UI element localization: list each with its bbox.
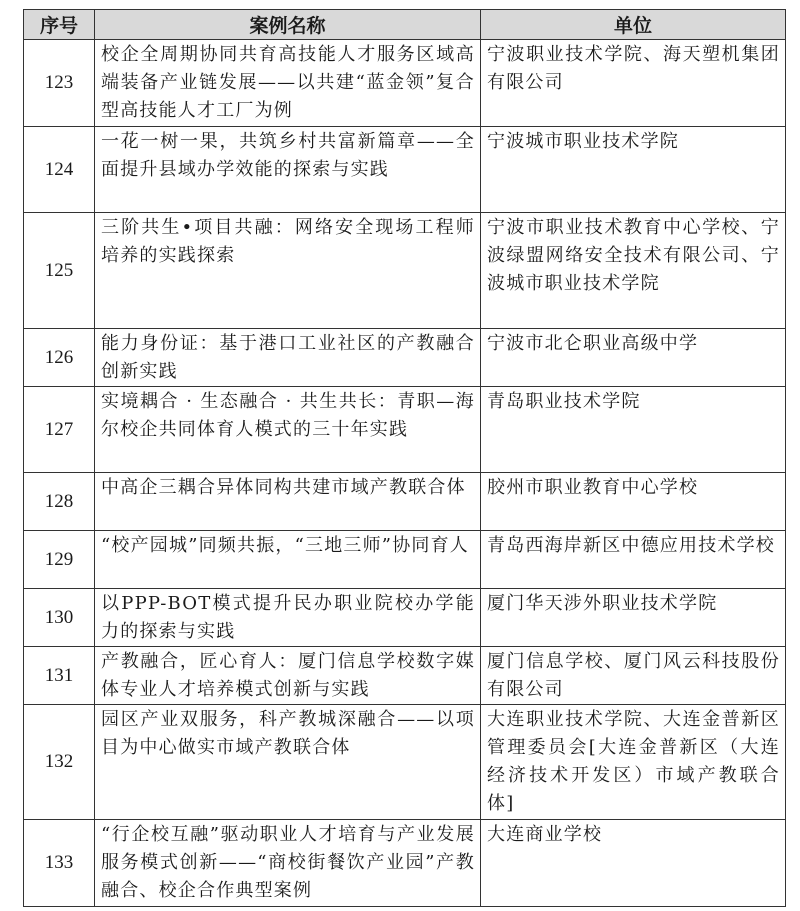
case-name: 三阶共生•项目共融：网络安全现场工程师培养的实践探索 [95,213,481,329]
table-row [24,473,786,531]
table-row [24,820,786,907]
row-number: 128 [24,473,95,531]
table-row [24,329,786,387]
unit-name: 青岛西海岸新区中德应用技术学校 [481,531,786,589]
unit-name: 宁波城市职业技术学院 [481,127,786,213]
case-name: “校产园城”同频共振，“三地三师”协同育人 [95,531,481,589]
row-number: 131 [24,647,95,705]
case-name: 以PPP-BOT模式提升民办职业院校办学能力的探索与实践 [95,589,481,647]
unit-name: 宁波市职业技术教育中心学校、宁波绿盟网络安全技术有限公司、宁波城市职业技术学院 [481,213,786,329]
table-row [24,40,786,127]
case-name: 产教融合，匠心育人：厦门信息学校数字媒体专业人才培养模式创新与实践 [95,647,481,705]
case-name: 实境耦合 · 生态融合 · 共生共长：青职—海尔校企共同体育人模式的三十年实践 [95,387,481,473]
table-row [24,705,786,820]
unit-name: 宁波职业技术学院、海天塑机集团有限公司 [481,40,786,127]
case-name: 园区产业双服务，科产教城深融合——以项目为中心做实市域产教联合体 [95,705,481,820]
row-number: 123 [24,40,95,127]
table-row [24,387,786,473]
table-row [24,647,786,705]
row-number: 127 [24,387,95,473]
header-row [24,10,786,40]
unit-name: 大连商业学校 [481,820,786,907]
case-name: 中高企三耦合异体同构共建市域产教联合体 [95,473,481,531]
header-case-name: 案例名称 [95,10,481,40]
header-unit: 单位 [481,10,786,40]
case-name: 校企全周期协同共育高技能人才服务区域高端装备产业链发展——以共建“蓝金领”复合型高技能人才工厂为例 [95,40,481,127]
table-row [24,127,786,213]
unit-name: 宁波市北仑职业高级中学 [481,329,786,387]
row-number: 125 [24,213,95,329]
row-number: 129 [24,531,95,589]
case-name: “行企校互融”驱动职业人才培育与产业发展服务模式创新——“商校街餐饮产业园”产教融合、校企合作典型案例 [95,820,481,907]
table-row [24,531,786,589]
row-number: 133 [24,820,95,907]
row-number: 130 [24,589,95,647]
case-table [23,9,786,907]
row-number: 132 [24,705,95,820]
table-row [24,589,786,647]
table-row [24,213,786,329]
unit-name: 厦门信息学校、厦门风云科技股份有限公司 [481,647,786,705]
row-number: 126 [24,329,95,387]
unit-name: 大连职业技术学院、大连金普新区管理委员会[大连金普新区（大连经济技术开发区）市域产教联合体] [481,705,786,820]
row-number: 124 [24,127,95,213]
header-number: 序号 [24,10,95,40]
unit-name: 胶州市职业教育中心学校 [481,473,786,531]
unit-name: 青岛职业技术学院 [481,387,786,473]
case-name: 一花一树一果，共筑乡村共富新篇章——全面提升县域办学效能的探索与实践 [95,127,481,213]
unit-name: 厦门华天涉外职业技术学院 [481,589,786,647]
case-name: 能力身份证：基于港口工业社区的产教融合创新实践 [95,329,481,387]
